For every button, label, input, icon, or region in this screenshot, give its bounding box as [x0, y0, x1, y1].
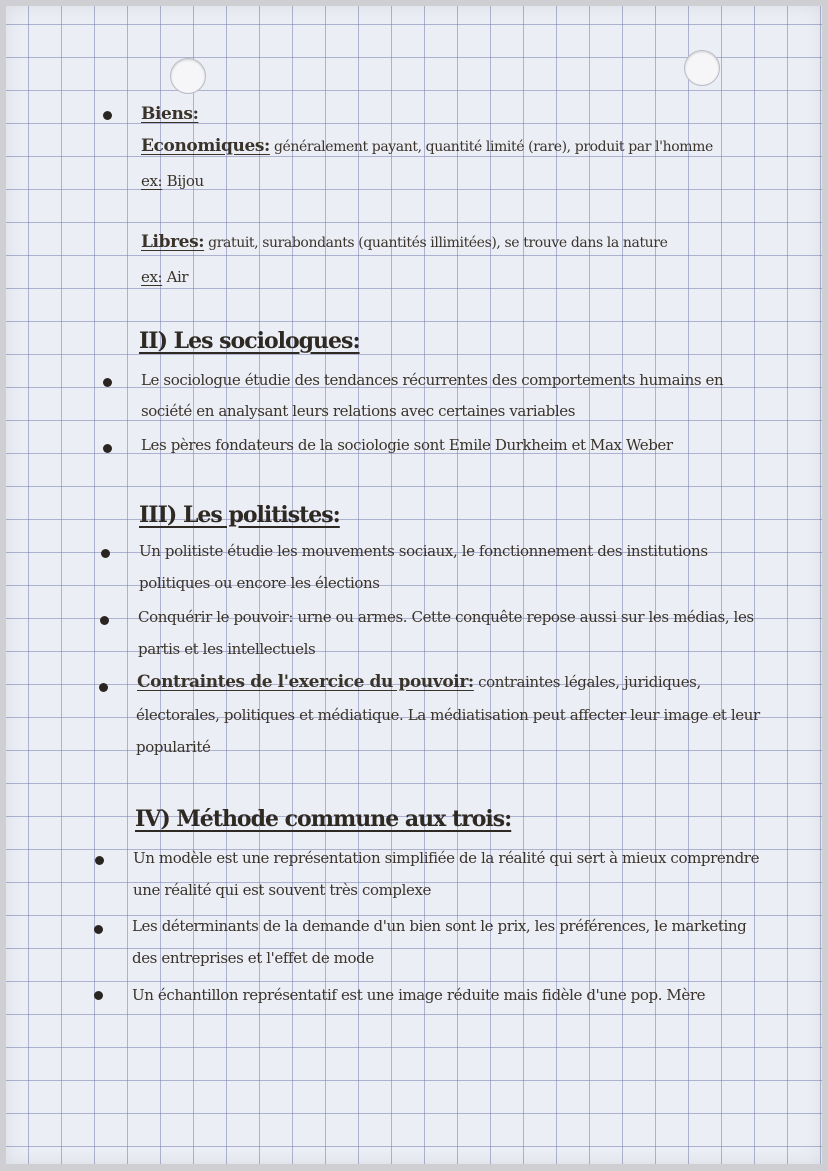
libres-text: gratuit, surabondants (quantités illimitées), se trouve dans la nature	[204, 235, 668, 251]
politistes-item2-line1: Conquérir le pouvoir: urne ou armes. Cette conquête repose aussi sur les médias, les	[138, 608, 754, 626]
politistes-item3-line3: popularité	[136, 738, 211, 756]
biens-title: Biens:	[141, 104, 199, 124]
politistes-item2-line2: partis et les intellectuels	[138, 640, 316, 658]
bullet-methode-3	[94, 991, 103, 1000]
libres-line	[141, 227, 667, 259]
economiques-text: généralement payant, quantité limité (rare), produit par l'homme	[269, 139, 713, 155]
economiques-line	[141, 131, 713, 163]
heading-politistes: III) Les politistes:	[139, 502, 340, 528]
heading-methode: IV) Méthode commune aux trois:	[135, 806, 512, 832]
politistes-item3-line2: électorales, politiques et médiatique. La médiatisation peut affecter leur image et leur	[136, 706, 760, 724]
contraintes-text: contraintes légales, juridiques,	[473, 673, 701, 691]
politistes-item1-line2: politiques ou encore les élections	[139, 574, 380, 592]
economiques-label: Economiques:	[141, 136, 270, 156]
politistes-item1-line1: Un politiste étudie les mouvements sociaux, le fonctionnement des institutions	[139, 542, 708, 560]
methode-item1-line1: Un modèle est une représentation simplifiée de la réalité qui sert à mieux comprendre	[133, 849, 760, 867]
bullet-methode-2	[94, 925, 103, 934]
bullet-sociologues-2	[103, 444, 112, 453]
bullet-politistes-2	[100, 616, 109, 625]
bullet-sociologues-1	[103, 378, 112, 387]
example-text: Air	[162, 268, 189, 286]
bullet-politistes-3	[99, 683, 108, 692]
bullet-politistes-1	[101, 549, 110, 558]
example-label: ex:	[141, 172, 163, 190]
economiques-example	[141, 166, 204, 197]
bullet-methode-1	[95, 856, 104, 865]
libres-label: Libres:	[141, 232, 205, 252]
methode-item3-line1: Un échantillon représentatif est une image réduite mais fidèle d'une pop. Mère	[132, 986, 706, 1004]
example-text: Bijou	[162, 172, 204, 190]
bullet-biens	[103, 111, 112, 120]
methode-item2-line1: Les déterminants de la demande d'un bien sont le prix, les préférences, le marketing	[132, 917, 747, 935]
contraintes-label: Contraintes de l'exercice du pouvoir:	[137, 672, 474, 692]
methode-item1-line2: une réalité qui est souvent très complexe	[133, 881, 432, 899]
example-label: ex:	[141, 268, 163, 286]
sociologues-item1-line2: société en analysant leurs relations avec certaines variables	[141, 402, 576, 420]
sociologues-item2-line1: Les pères fondateurs de la sociologie sont Emile Durkheim et Max Weber	[141, 436, 673, 454]
sociologues-item1-line1: Le sociologue étudie des tendances récurrentes des comportements humains en	[141, 371, 724, 389]
politistes-item3-line1	[137, 667, 701, 698]
heading-sociologues: II) Les sociologues:	[139, 328, 360, 354]
libres-example	[141, 262, 188, 293]
methode-item2-line2: des entreprises et l'effet de mode	[132, 949, 374, 967]
